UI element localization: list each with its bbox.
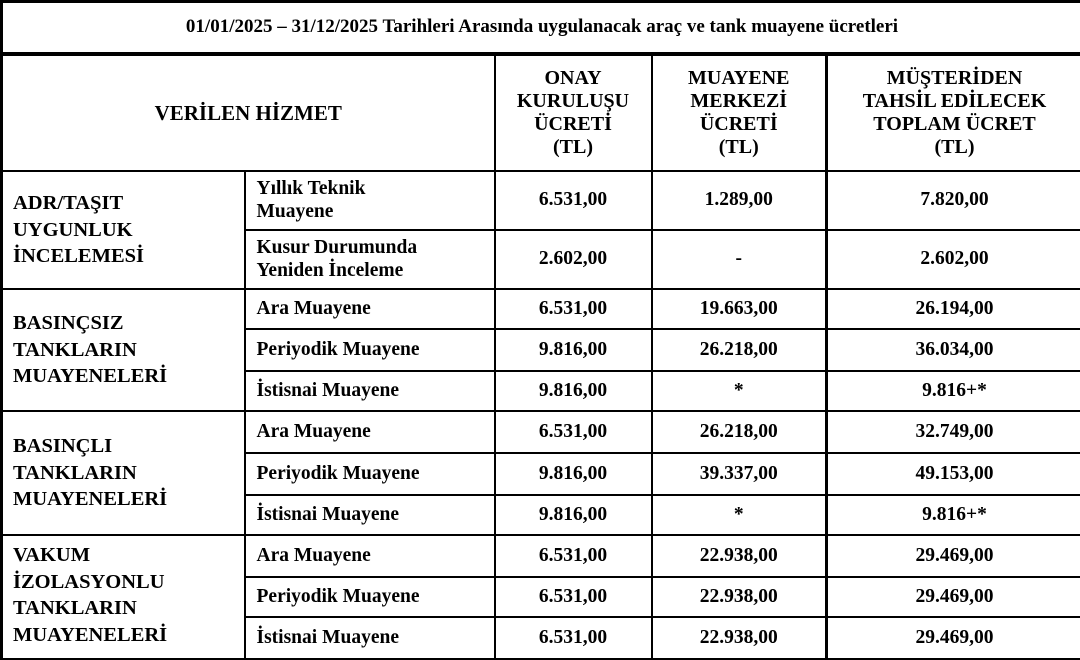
header-row bbox=[2, 54, 1080, 171]
onay-value: 9.816,00 bbox=[495, 371, 652, 411]
service-cell: Ara Muayene bbox=[245, 535, 495, 577]
onay-value: 9.816,00 bbox=[495, 495, 652, 535]
header-toplam-line: (TL) bbox=[828, 136, 1080, 159]
muayene-value: 19.663,00 bbox=[652, 289, 827, 329]
onay-value: 9.816,00 bbox=[495, 453, 652, 495]
muayene-value: 22.938,00 bbox=[652, 577, 827, 617]
service-cell bbox=[245, 230, 495, 289]
toplam-value: 29.469,00 bbox=[827, 577, 1080, 617]
header-muayene-line: MUAYENE bbox=[653, 67, 826, 90]
toplam-value: 9.816+* bbox=[827, 371, 1080, 411]
toplam-value: 7.820,00 bbox=[827, 171, 1080, 230]
group-name-line: MUAYENELERİ bbox=[13, 622, 244, 649]
muayene-value: 22.938,00 bbox=[652, 617, 827, 659]
group-adr bbox=[2, 171, 245, 289]
muayene-value: - bbox=[652, 230, 827, 289]
table-row bbox=[2, 535, 1080, 577]
table-row bbox=[2, 411, 1080, 453]
header-toplam-line: TOPLAM ÜCRET bbox=[828, 113, 1080, 136]
onay-value: 2.602,00 bbox=[495, 230, 652, 289]
toplam-value: 36.034,00 bbox=[827, 329, 1080, 371]
group-name-line: UYGUNLUK bbox=[13, 217, 244, 244]
header-muayene-line: (TL) bbox=[653, 136, 826, 159]
group-name-line: TANKLARIN bbox=[13, 460, 244, 487]
table-row bbox=[2, 289, 1080, 329]
group-vakum bbox=[2, 535, 245, 659]
table-row bbox=[2, 171, 1080, 230]
table-title: 01/01/2025 – 31/12/2025 Tarihleri Arasında uygulanacak araç ve tank muayene ücretleri bbox=[2, 2, 1080, 55]
group-name-line: İNCELEMESİ bbox=[13, 243, 244, 270]
muayene-value: 39.337,00 bbox=[652, 453, 827, 495]
service-line: Kusur Durumunda bbox=[257, 237, 494, 260]
group-name-line: TANKLARIN bbox=[13, 337, 244, 364]
service-cell: İstisnai Muayene bbox=[245, 371, 495, 411]
group-name-line: MUAYENELERİ bbox=[13, 363, 244, 390]
header-onay-line: ONAY bbox=[496, 67, 651, 90]
group-name-line: MUAYENELERİ bbox=[13, 486, 244, 513]
header-service: VERİLEN HİZMET bbox=[2, 54, 495, 171]
muayene-value: 26.218,00 bbox=[652, 411, 827, 453]
service-cell: Periyodik Muayene bbox=[245, 577, 495, 617]
service-cell: İstisnai Muayene bbox=[245, 495, 495, 535]
service-line: Yeniden İnceleme bbox=[257, 260, 494, 283]
service-cell: Ara Muayene bbox=[245, 289, 495, 329]
onay-value: 6.531,00 bbox=[495, 535, 652, 577]
service-line: Yıllık Teknik bbox=[257, 178, 494, 201]
onay-value: 6.531,00 bbox=[495, 289, 652, 329]
header-toplam bbox=[827, 54, 1080, 171]
group-name-line: ADR/TAŞIT bbox=[13, 190, 244, 217]
header-toplam-line: TAHSİL EDİLECEK bbox=[828, 90, 1080, 113]
group-basincli bbox=[2, 411, 245, 535]
group-basincsiz bbox=[2, 289, 245, 411]
title-row bbox=[2, 2, 1080, 55]
muayene-value: 1.289,00 bbox=[652, 171, 827, 230]
muayene-value: 22.938,00 bbox=[652, 535, 827, 577]
onay-value: 6.531,00 bbox=[495, 411, 652, 453]
service-cell bbox=[245, 171, 495, 230]
toplam-value: 9.816+* bbox=[827, 495, 1080, 535]
muayene-value: 26.218,00 bbox=[652, 329, 827, 371]
group-name-line: TANKLARIN bbox=[13, 595, 244, 622]
header-onay-line: (TL) bbox=[496, 136, 651, 159]
header-muayene bbox=[652, 54, 827, 171]
service-cell: Periyodik Muayene bbox=[245, 453, 495, 495]
onay-value: 6.531,00 bbox=[495, 617, 652, 659]
toplam-value: 26.194,00 bbox=[827, 289, 1080, 329]
service-cell: İstisnai Muayene bbox=[245, 617, 495, 659]
group-name-line: İZOLASYONLU bbox=[13, 569, 244, 596]
muayene-value: * bbox=[652, 371, 827, 411]
service-cell: Periyodik Muayene bbox=[245, 329, 495, 371]
header-toplam-line: MÜŞTERİDEN bbox=[828, 67, 1080, 90]
header-onay bbox=[495, 54, 652, 171]
header-muayene-line: MERKEZİ bbox=[653, 90, 826, 113]
onay-value: 9.816,00 bbox=[495, 329, 652, 371]
muayene-value: * bbox=[652, 495, 827, 535]
onay-value: 6.531,00 bbox=[495, 577, 652, 617]
service-cell: Ara Muayene bbox=[245, 411, 495, 453]
header-onay-line: KURULUŞU bbox=[496, 90, 651, 113]
toplam-value: 29.469,00 bbox=[827, 535, 1080, 577]
header-muayene-line: ÜCRETİ bbox=[653, 113, 826, 136]
group-name-line: VAKUM bbox=[13, 542, 244, 569]
onay-value: 6.531,00 bbox=[495, 171, 652, 230]
toplam-value: 29.469,00 bbox=[827, 617, 1080, 659]
toplam-value: 49.153,00 bbox=[827, 453, 1080, 495]
header-onay-line: ÜCRETİ bbox=[496, 113, 651, 136]
group-name-line: BASINÇSIZ bbox=[13, 310, 244, 337]
service-line: Muayene bbox=[257, 201, 494, 224]
toplam-value: 2.602,00 bbox=[827, 230, 1080, 289]
toplam-value: 32.749,00 bbox=[827, 411, 1080, 453]
group-name-line: BASINÇLI bbox=[13, 433, 244, 460]
